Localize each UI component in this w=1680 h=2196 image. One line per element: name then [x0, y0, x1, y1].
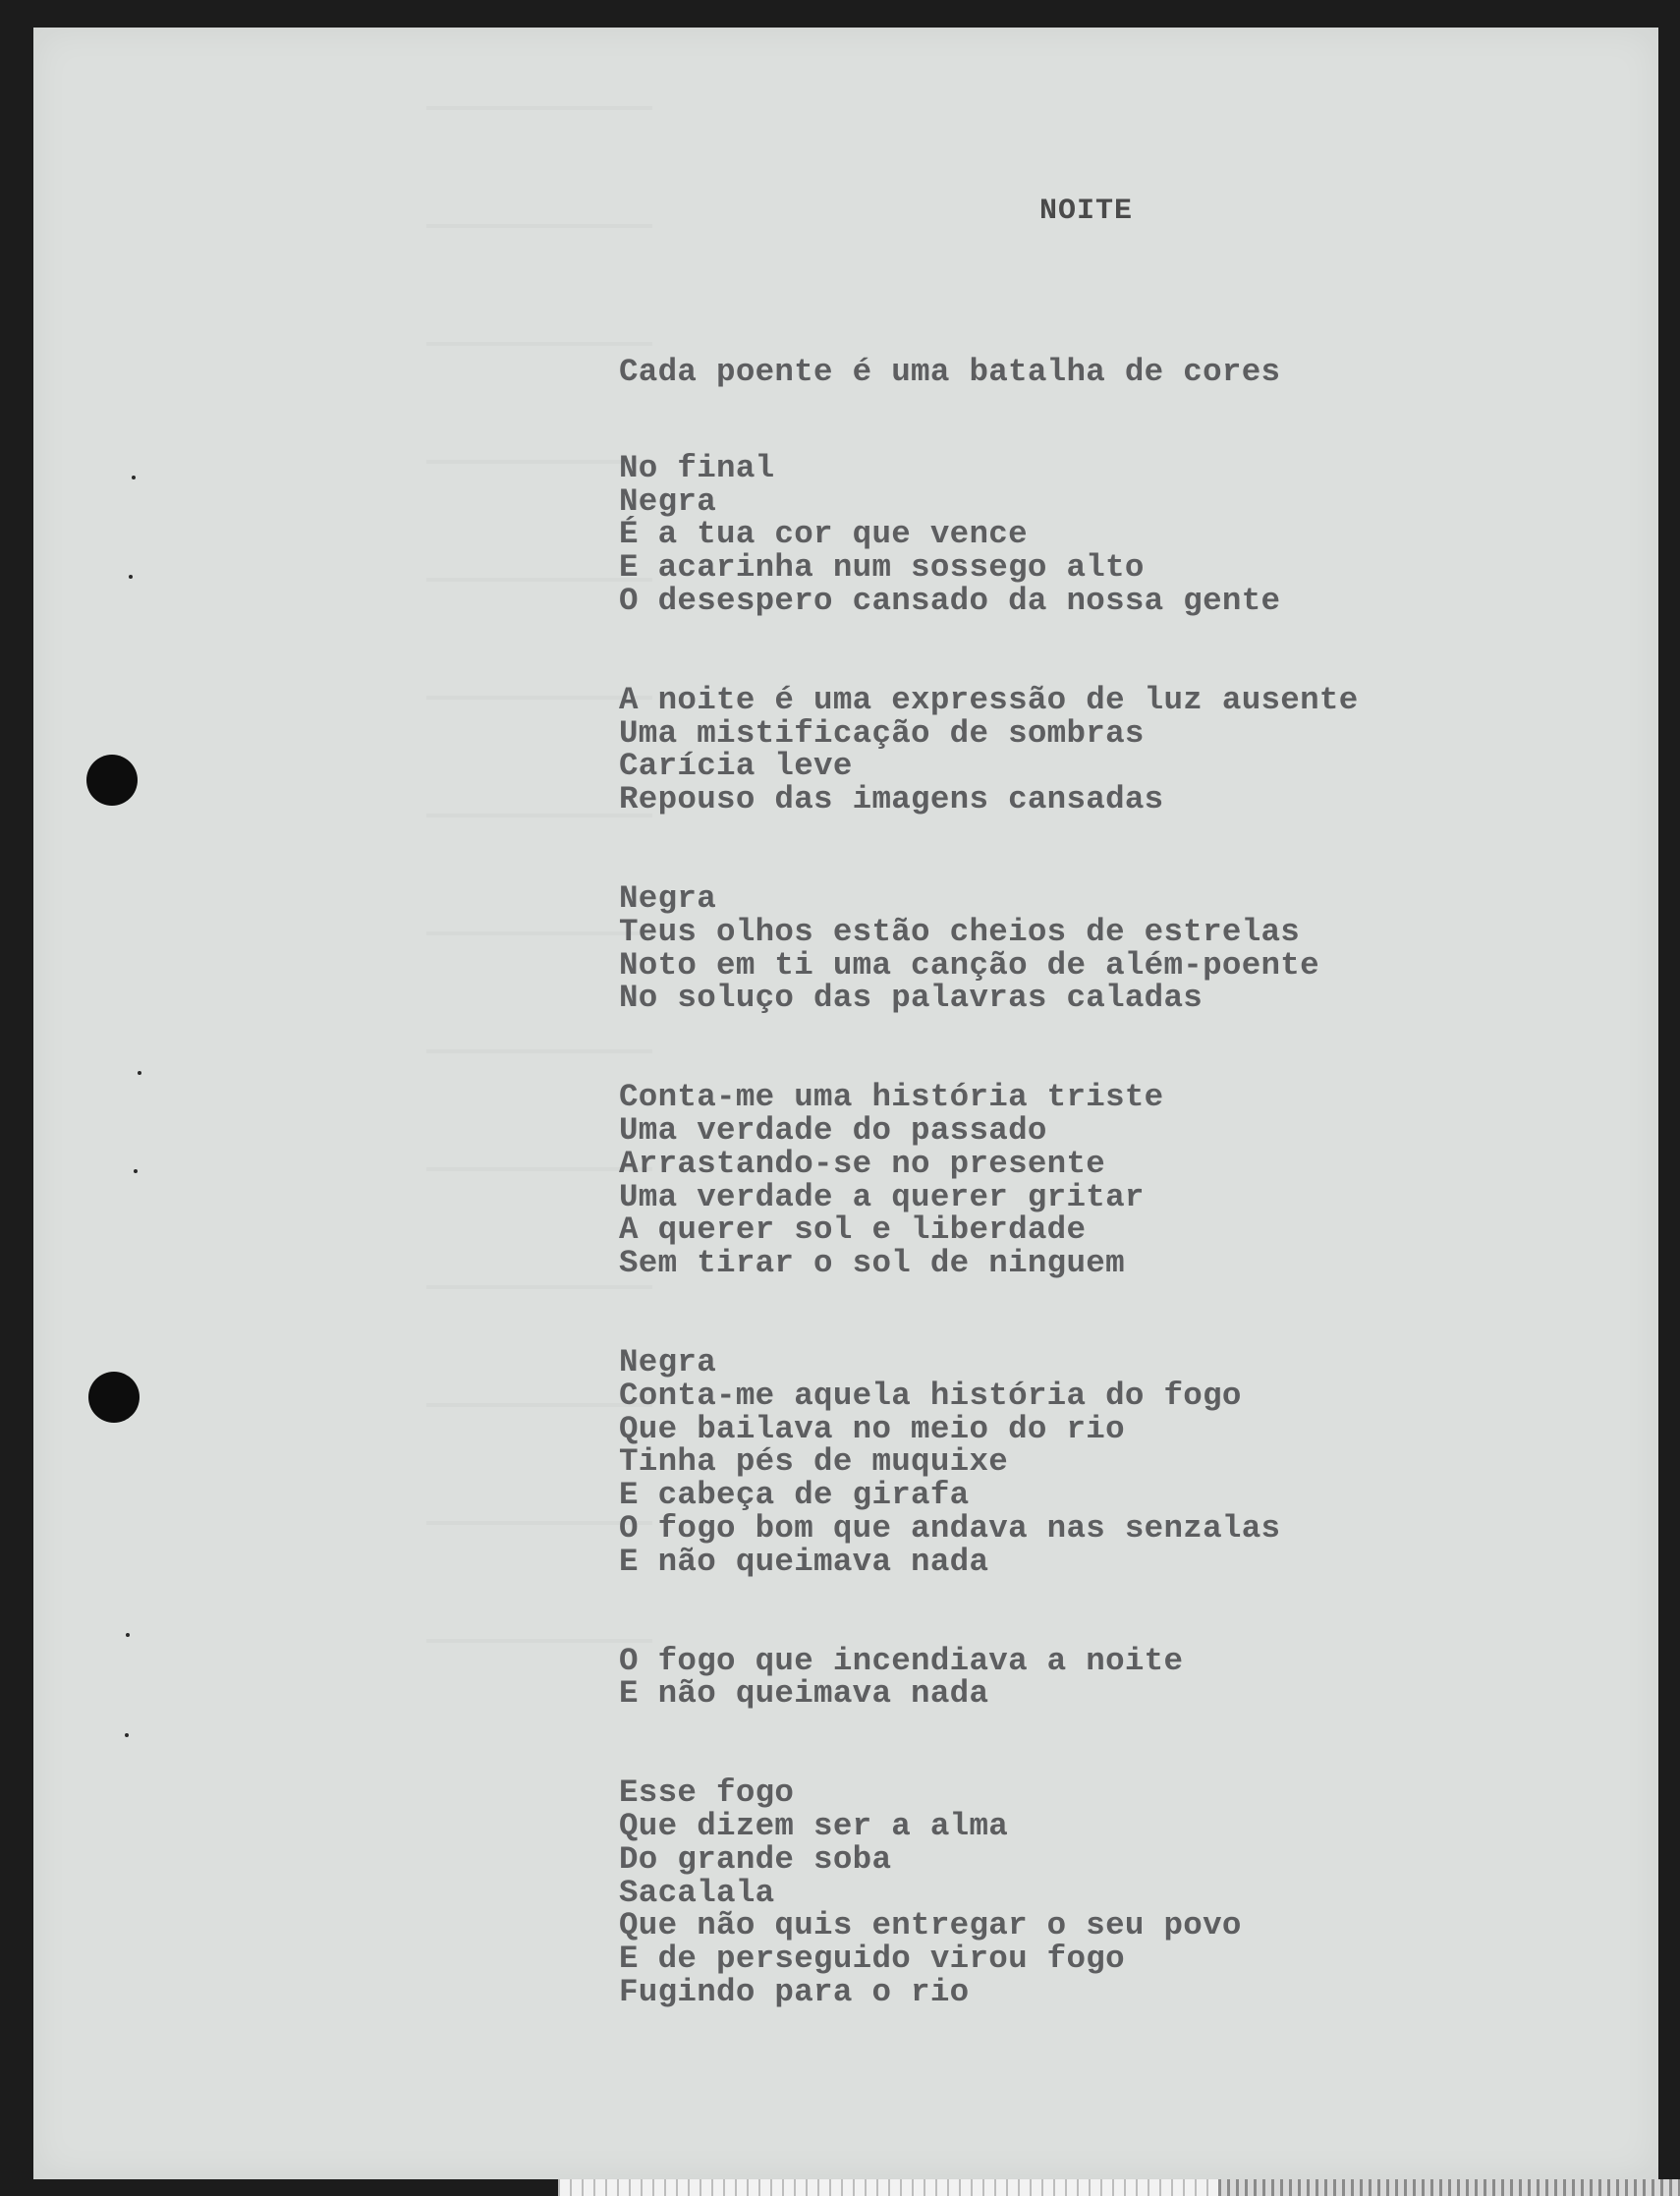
paper-speck — [125, 1733, 129, 1737]
poem-line: Negra — [619, 1343, 717, 1380]
paper-speck — [126, 1633, 130, 1637]
poem-line: Do grande soba — [619, 1840, 892, 1878]
stanza — [619, 1642, 1503, 1713]
poem-line: Cada poente é uma batalha de cores — [619, 354, 1281, 390]
stanza — [619, 356, 1503, 389]
stanza — [619, 681, 1503, 818]
poem-line: É a tua cor que vence — [619, 516, 1028, 553]
poem-line: O desespero cansado da nossa gente — [619, 582, 1281, 619]
poem-line: Uma verdade a querer gritar — [619, 1178, 1145, 1215]
poem-line: A noite é uma expressão de luz ausente — [619, 681, 1359, 718]
poem-line: Noto em ti uma canção de além-poente — [619, 946, 1319, 984]
poem-line: Tinha pés de muquixe — [619, 1443, 1009, 1481]
poem-line: No final — [619, 449, 775, 486]
poem-line: O fogo bom que andava nas senzalas — [619, 1509, 1281, 1547]
stanza — [619, 449, 1503, 619]
paper-speck — [132, 476, 136, 479]
poem-line: E não queimava nada — [619, 1543, 989, 1580]
poem-line: Uma mistificação de sombras — [619, 714, 1145, 752]
poem-line: Negra — [619, 879, 717, 917]
poem-line: Esse fogo — [619, 1774, 795, 1812]
poem-line: Uma verdade do passado — [619, 1111, 1047, 1149]
punch-hole — [88, 1372, 140, 1423]
poem-line: Arrastando-se no presente — [619, 1145, 1106, 1182]
poem-line: Que dizem ser a alma — [619, 1807, 1009, 1844]
punch-hole — [86, 755, 138, 806]
paper-speck — [129, 575, 133, 579]
poem-line: E não queimava nada — [619, 1675, 989, 1713]
poem-line: Fugindo para o rio — [619, 1973, 970, 2010]
poem-line: Conta-me uma história triste — [619, 1079, 1164, 1116]
poem-line: E de perseguido virou fogo — [619, 1941, 1125, 1978]
poem-line: Que bailava no meio do rio — [619, 1410, 1125, 1447]
stanza — [619, 1776, 1503, 2009]
poem-line: E acarinha num sossego alto — [619, 549, 1145, 587]
poem-line: Repouso das imagens cansadas — [619, 781, 1164, 818]
stanza — [619, 1343, 1503, 1580]
poem-line: Sem tirar o sol de ninguem — [619, 1245, 1125, 1282]
poem-line: Teus olhos estão cheios de estrelas — [619, 913, 1301, 950]
poem-line: O fogo que incendiava a noite — [619, 1642, 1184, 1679]
color-scale-strip — [1218, 2179, 1680, 2196]
poem-line: Que não quis entregar o seu povo — [619, 1907, 1242, 1944]
paper-speck — [134, 1169, 138, 1173]
poem-title: NOITE — [1039, 195, 1134, 228]
poem-line: E cabeça de girafa — [619, 1477, 970, 1514]
poem-line: Carícia leve — [619, 748, 853, 785]
poem-line: Conta-me aquela história do fogo — [619, 1377, 1242, 1414]
stanza — [619, 1081, 1503, 1280]
stanza — [619, 879, 1503, 1017]
poem-body — [619, 356, 1503, 2009]
poem-line: Sacalala — [619, 1874, 775, 1911]
poem-line: No soluço das palavras caladas — [619, 980, 1204, 1017]
poem-line: Negra — [619, 482, 717, 520]
poem-line: A querer sol e liberdade — [619, 1211, 1087, 1249]
paper-speck — [138, 1071, 141, 1075]
